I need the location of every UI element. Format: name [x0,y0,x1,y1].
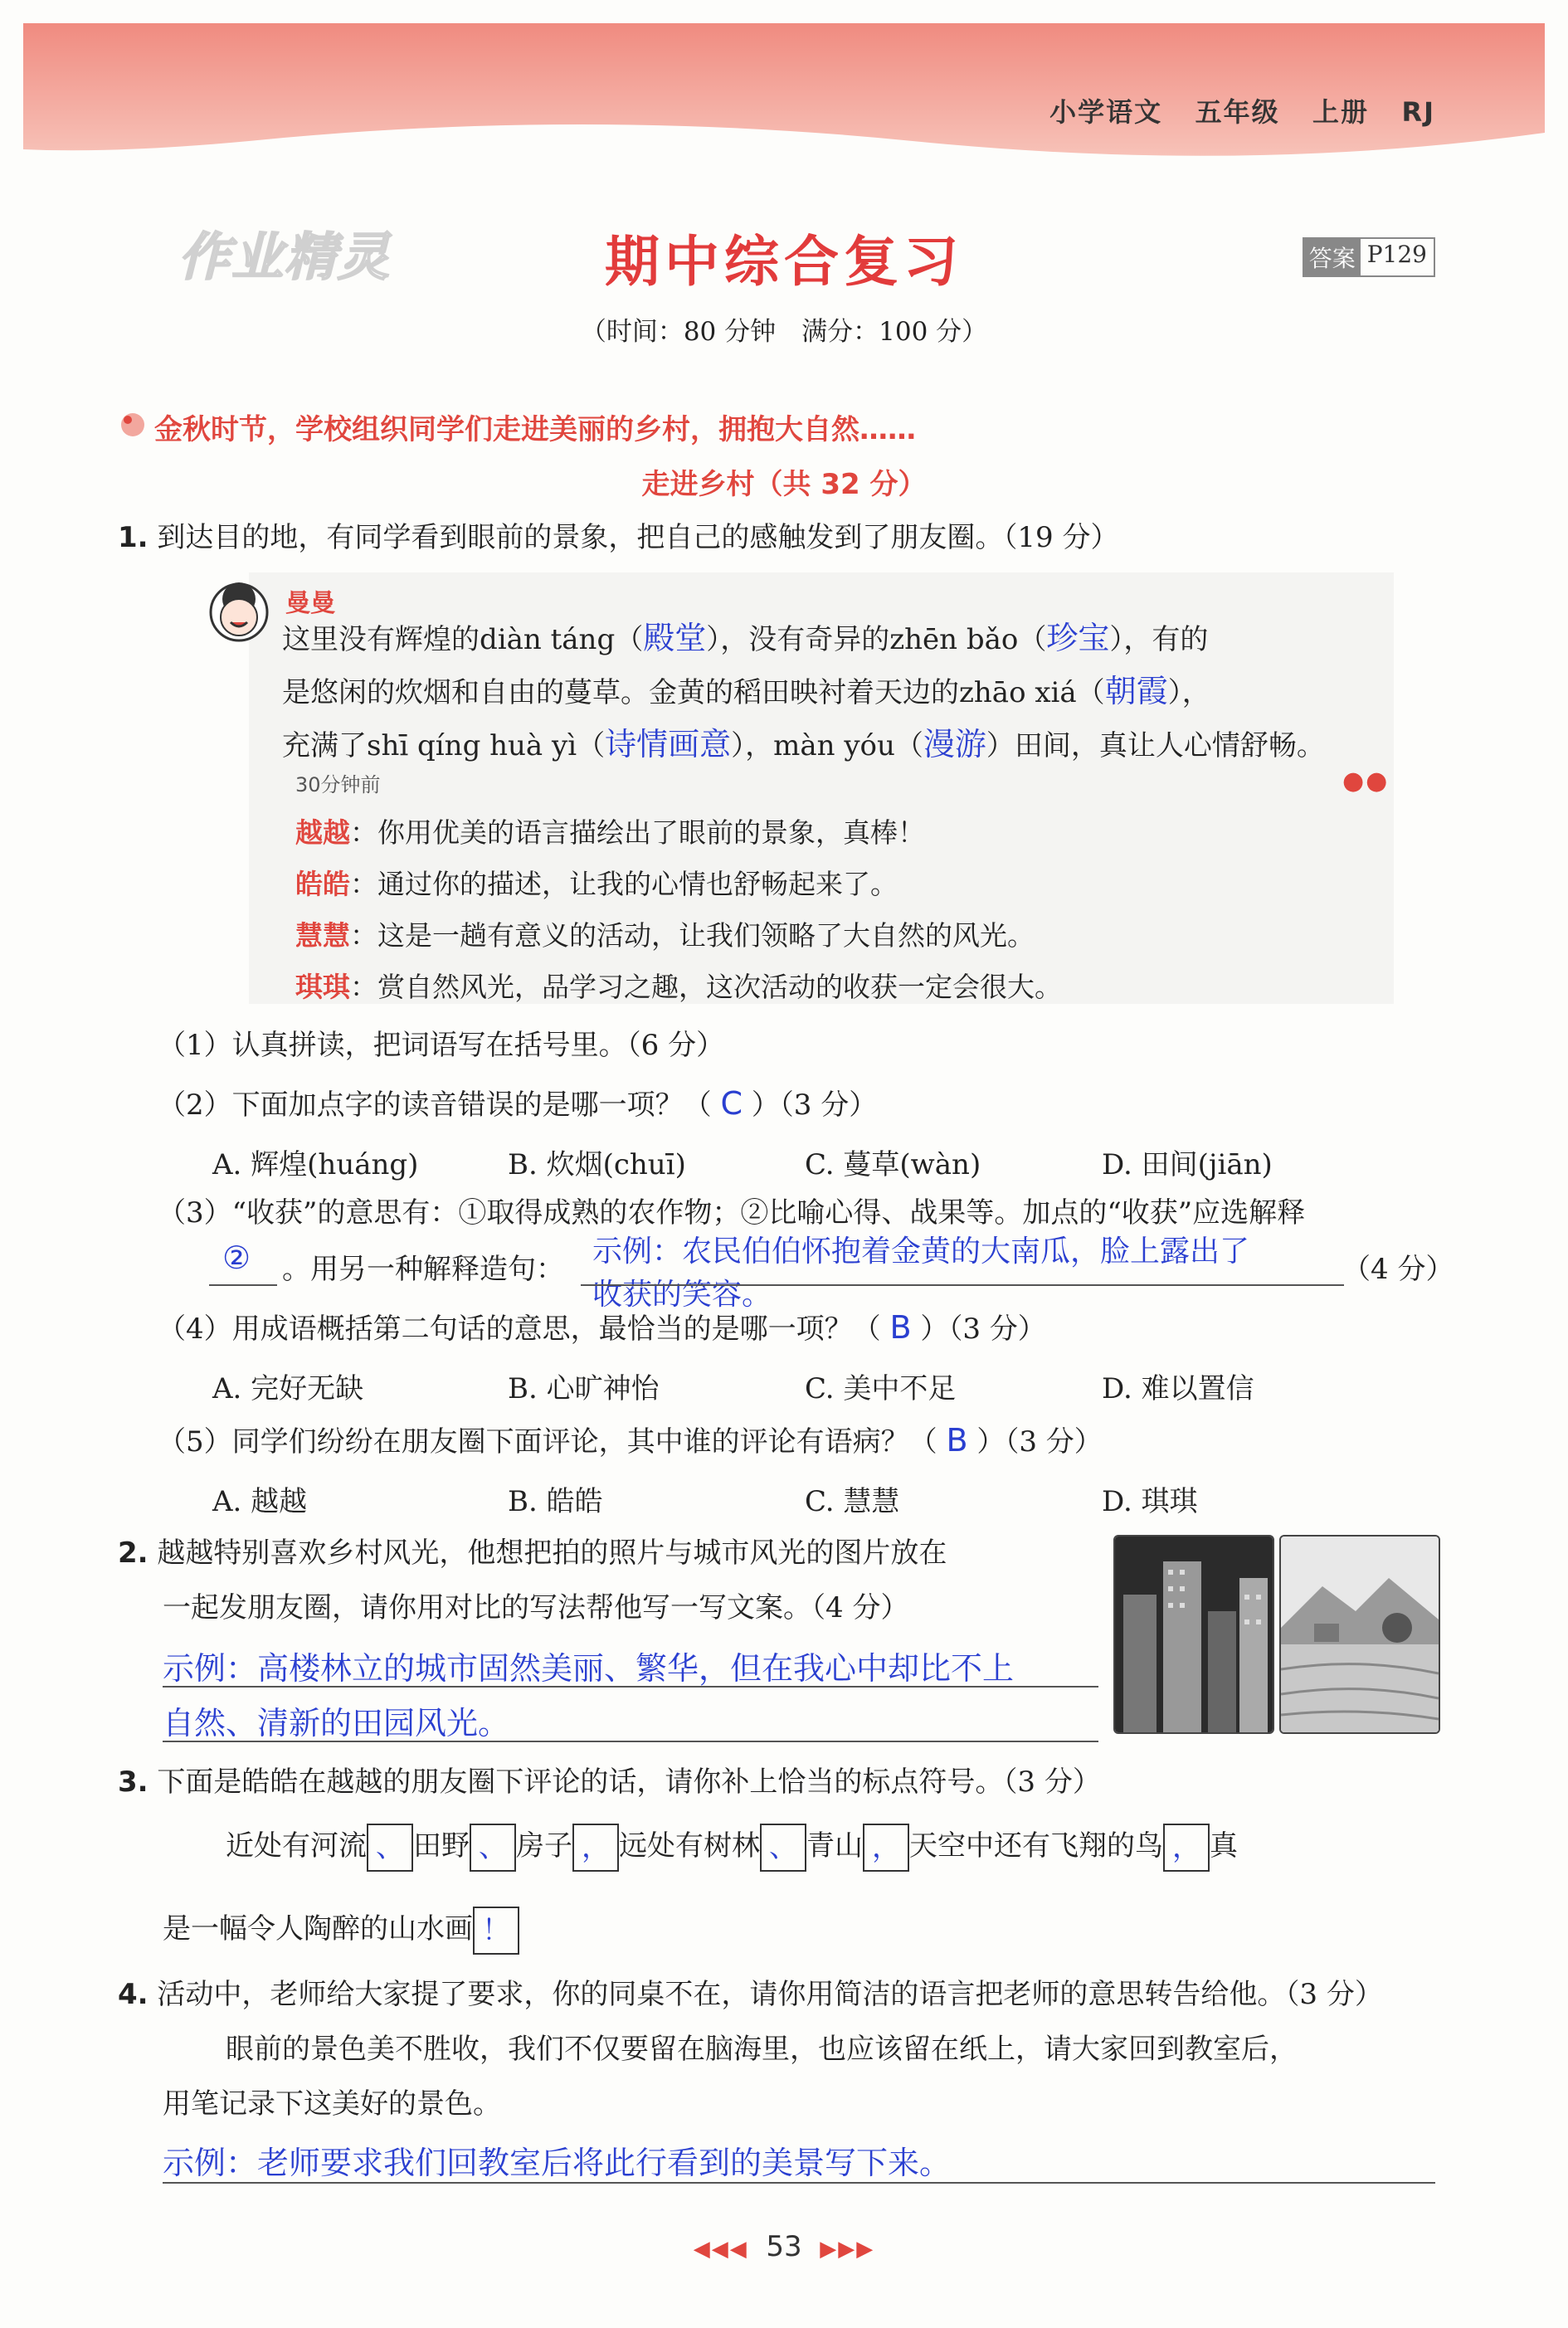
answer-reference: 答案 P129 [1303,237,1435,277]
answer-line [163,2182,1435,2184]
answer-line [163,1741,1098,1742]
option: D. 田间(jiān) [1102,1148,1273,1181]
comment-row: 慧慧：这是一趟有意义的活动，让我们领略了大自然的风光。 [295,919,1035,952]
q2-answer: 自然、清新的田园风光。 [163,1705,510,1741]
sub3-example: 示例：农民伯伯怀抱着金黄的大南瓜，脸上露出了 [592,1235,1250,1269]
option: D. 难以置信 [1102,1372,1254,1405]
answer-line [163,1686,1098,1688]
question-2-line: 一起发朋友圈，请你用对比的写法帮他写一写文案。（4 分） [163,1591,909,1624]
prev-arrows-icon: ◀◀◀ [693,2237,748,2262]
option: B. 心旷神怡 [508,1372,660,1405]
avatar [207,581,270,647]
question-4: 4. 活动中，老师给大家提了要求，你的同桌不在，请你用简洁的语言把老师的意思转告给他。（3 分） [118,1978,1383,2011]
sub-question-2: （2）下面加点字的读音错误的是哪一项？（ C ）（3 分） [158,1085,878,1122]
sub-question-3: （3）“收获”的意思有：①取得成熟的农作物；②比喻心得、战果等。加点的“收获”应选解释 [158,1196,1306,1230]
option: B. 皓皓 [508,1485,603,1518]
sub-question-5: （5）同学们纷纷在朋友圈下面评论，其中谁的评论有语病？（ B ）（3 分） [158,1422,1103,1459]
next-arrows-icon: ▶▶▶ [820,2237,875,2262]
section-heading: 走进乡村（共 32 分） [641,468,927,501]
answer-line [209,1284,277,1286]
option: C. 蔓草(wàn) [805,1148,981,1181]
post-time: 30分钟前 [295,773,381,796]
punctuation-box: ， [572,1824,619,1872]
punctuation-box: 、 [470,1824,516,1872]
scene-intro: 金秋时节，学校组织同学们走进美丽的乡村，拥抱大自然…… [154,413,916,446]
book-header: 小学语文 五年级 上册 RJ [1049,96,1435,128]
sub3-example: 收获的笑容。 [592,1278,772,1312]
answer-line [581,1284,1344,1286]
option: A. 完好无缺 [212,1372,364,1405]
question-3: 3. 下面是皓皓在越越的朋友圈下评论的话，请你补上恰当的标点符号。（3 分） [118,1765,1101,1799]
post-line-2: 是悠闲的炊烟和自由的蔓草。金黄的稻田映衬着天边的zhāo xiá（朝霞）， [282,673,1210,709]
punctuation-box: 、 [367,1824,413,1872]
exam-meta: （时间：80 分钟 满分：100 分） [580,317,988,347]
city-photo [1113,1535,1274,1734]
question-1: 1. 到达目的地，有同学看到眼前的景象，把自己的感触发到了朋友圈。（19 分） [118,521,1119,554]
option: A. 越越 [212,1485,308,1518]
punctuation-box: 、 [760,1824,806,1872]
sub-question-1: （1）认真拼读，把词语写在括号里。（6 分） [158,1029,725,1062]
q2-answer: 示例：高楼林立的城市固然美丽、繁华，但在我心中却比不上 [163,1650,1015,1687]
sub3-score: （4 分） [1342,1253,1454,1286]
q3-sentence-end: 是一幅令人陶醉的山水画 ！ [163,1907,519,1955]
page-number: ◀◀◀ 53 ▶▶▶ [693,2230,875,2263]
sub3-prompt: 。用另一种解释造句： [282,1253,564,1286]
comment-row: 越越：你用优美的语言描绘出了眼前的景象，真棒！ [295,816,925,849]
leaf-icon [116,408,149,445]
option: C. 美中不足 [805,1372,957,1405]
watermark-logo: 作业精灵 [178,226,392,287]
teacher-quote: 眼前的景色美不胜收，我们不仅要留在脑海里，也应该留在纸上，请大家回到教室后， [226,2033,1298,2066]
punctuation-box: ， [1163,1824,1210,1872]
option: A. 辉煌(huáng) [212,1148,419,1181]
option: D. 琪琪 [1102,1485,1198,1518]
punctuation-box: ！ [473,1907,519,1955]
q4-answer: 示例：老师要求我们回教室后将此行看到的美景写下来。 [163,2145,952,2181]
punctuation-box: ， [863,1824,909,1872]
question-2: 2. 越越特别喜欢乡村风光，他想把拍的照片与城市风光的图片放在 [118,1537,947,1570]
countryside-photo [1279,1535,1440,1734]
post-line-3: 充满了shī qíng huà yì（诗情画意），màn yóu（漫游）田间，真让人心情舒畅。 [282,726,1325,762]
comment-row: 琪琪：赏自然风光，品学习之趣，这次活动的收获一定会很大。 [295,971,1062,1003]
comment-row: 皓皓：通过你的描述，让我的心情也舒畅起来了。 [295,868,898,900]
more-icon[interactable]: ●● [1342,767,1390,796]
sub-question-4: （4）用成语概括第二句话的意思，最恰当的是哪一项？（ B ）（3 分） [158,1309,1046,1346]
post-line-1: 这里没有辉煌的diàn táng（殿堂），没有奇异的zhēn bǎo（珍宝），有的 [282,620,1209,656]
option: B. 炊烟(chuī) [508,1148,686,1181]
q3-sentence: 近处有河流 、 田野 、 房子 ， 远处有树林 、 青山 ， 天空中还有飞翔的鸟 ， 真 [226,1824,1238,1872]
page-title: 期中综合复习 [605,230,963,294]
option: C. 慧慧 [805,1485,900,1518]
teacher-quote: 用笔记录下这美好的景色。 [163,2087,501,2121]
post-author: 曼曼 [285,589,335,618]
sub3-answer: ② [222,1239,251,1276]
